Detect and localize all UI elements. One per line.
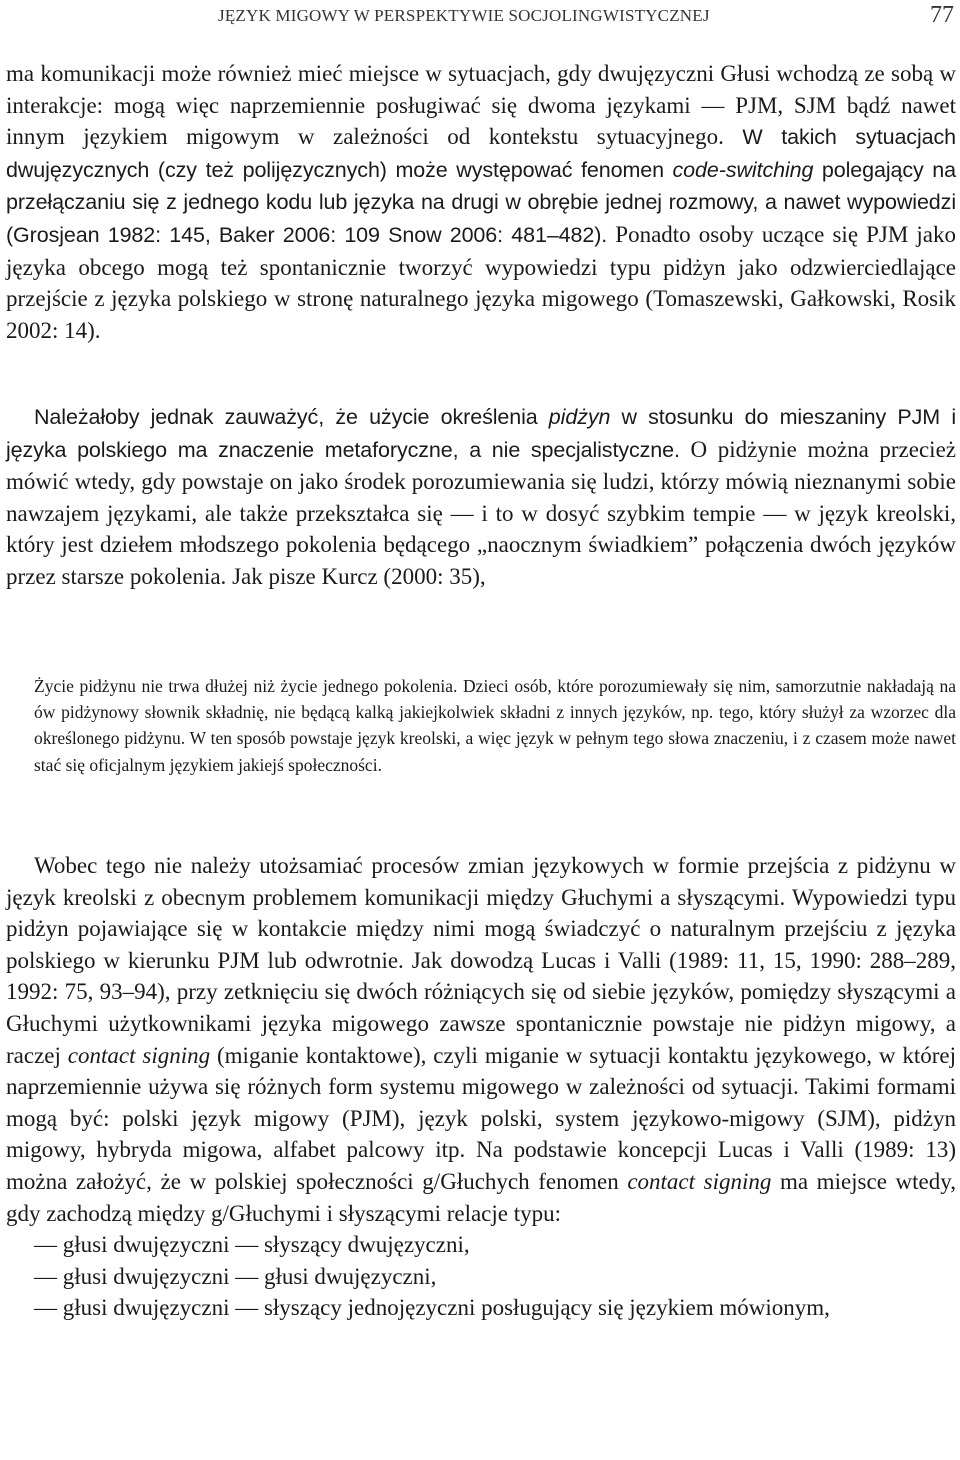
- paragraph-1-sentence-1: ma komunikacji może również mieć miejsce w sytuacjach, gdy dwujęzyczni Głusi wchodzą ze sobą w interakcje: mogą więc naprzemiennie posługiwać się dwoma językami — PJM, SJM bądź nawet innym językiem migowym w zależności od kontekstu sytuacyjnego.: [6, 61, 956, 150]
- term-contact-signing-1: contact signing: [67, 1042, 211, 1068]
- paragraph-2-sentence-2: w stosunku do mieszaniny PJM i języka polskiego ma znaczenie metaforyczne, a nie specjalistyczne.: [6, 405, 957, 462]
- paragraph-3-sentence-3: ma miejsce wtedy, gdy zachodzą między g/Głuchymi i słyszącymi relacje typu:: [6, 1168, 956, 1226]
- term-contact-signing-2: contact signing: [627, 1168, 772, 1194]
- block-quote-text: Życie pidżynu nie trwa dłużej niż życie jednego pokolenia. Dzieci osób, które porozumiewały się nim, samorzutnie nakładają na ów pidżynowy słownik składnię, nie będącą kalką jakiejkolwiek składni z innych języków, np. tego, który służył za wzorzec dla określonego pidżynu. W ten sposób powstaje język kreolski, a więc język w pełnym tego słowa znaczeniu, i z czasem może nawet stać się oficjalnym językiem jakiejś społeczności.: [34, 676, 956, 775]
- relation-list: [6, 1229, 956, 1324]
- paragraph-2-sentence-3: O pidżynie można przecież mówić wtedy, gdy powstaje on jako środek porozumiewania się ludzi, którzy mówią nieznanymi sobie nawzajem językami, ale także przekształca się — i to w dosyć szybkim tempie — w język kreolski, który jest dziełem młodszego pokolenia będącego „naocznym świadkiem” połączenia dwóch języków przez starsze pokolenia.: [6, 436, 956, 589]
- term-pidzyn: pidżyn: [548, 405, 611, 429]
- list-item: — głusi dwujęzyczni — słyszący dwujęzyczni,: [34, 1232, 470, 1258]
- running-title: JĘZYK MIGOWY W PERSPEKTYWIE SOCJOLINGWISTYCZNEJ: [218, 6, 710, 25]
- paragraph-1-sentence-3: polegający na przełączaniu się z jednego kodu lub języka na drugi w obrębie jednej rozmowy, a nawet wypowiedzi (Grosjean 1982: 145, Baker 2006: 109 Snow 2006: 481–482).: [6, 157, 957, 247]
- block-quote: [34, 673, 956, 778]
- paragraph-3: [6, 850, 956, 1324]
- paragraph-3-sentence-1: Wobec tego nie należy utożsamiać procesów zmian językowych w formie przejścia z pidżynu w język kreolski z obecnym problemem komunikacji między Głuchymi a słyszącymi. Wypowiedzi typu pidżyn pojawiające się w kontakcie między nimi mogą świadczyć o naturalnym przejściu z języka polskiego w kierunku PJM lub odwrotnie. Jak dowodzą Lucas i Valli (1989: 11, 15, 1990: 288–289, 1992: 75, 93–94), przy zetknięciu się dwóch różniących się od siebie języków, pomiędzy słyszącymi a Głuchymi użytkownikami języka migowego zawsze spontanicznie powstaje nie pidżyn migowy, a raczej: [6, 853, 956, 1068]
- list-item: — głusi dwujęzyczni — słyszący jednojęzyczni posługujący się językiem mówionym,: [34, 1295, 830, 1321]
- paragraph-2-sentence-4: Jak pisze Kurcz (2000: 35),: [232, 563, 486, 589]
- paragraph-3-sentence-2: (miganie kontaktowe), czyli miganie w sytuacji kontaktu językowego, w której naprzemiennie używa się różnych form systemu migowego w zależności od sytuacji. Takimi formami mogą być: polski język migowy (PJM), język polski, system językowo-migowy (SJM), pidżyn migowy, hybryda migowa, alfabet palcowy itp. Na podstawie koncepcji Lucas i Valli (1989: 13) można założyć, że w polskiej społeczności g/Głuchych fenomen: [6, 1042, 956, 1194]
- page-header: [0, 0, 960, 32]
- paragraph-2-sentence-1: Należałoby jednak zauważyć, że użycie określenia: [34, 405, 538, 429]
- paragraph-2: [6, 401, 956, 593]
- list-item: — głusi dwujęzyczni — głusi dwujęzyczni,: [34, 1263, 437, 1289]
- paragraph-1-sentence-2: W takich sytuacjach dwujęzycznych (czy też polijęzycznych) może występować fenomen: [6, 125, 956, 182]
- term-code-switching: code-switching: [672, 157, 814, 182]
- paragraph-1-sentence-4: Ponadto osoby uczące się PJM jako języka obcego mogą też spontanicznie tworzyć wypowiedzi typu pidżyn jako odzwierciedlające przejście z języka polskiego w stronę naturalnego języka migowego (Tomaszewski, Gałkowski, Rosik 2002: 14).: [6, 221, 957, 343]
- page-number: 77: [930, 2, 954, 28]
- paragraph-1: [6, 58, 956, 346]
